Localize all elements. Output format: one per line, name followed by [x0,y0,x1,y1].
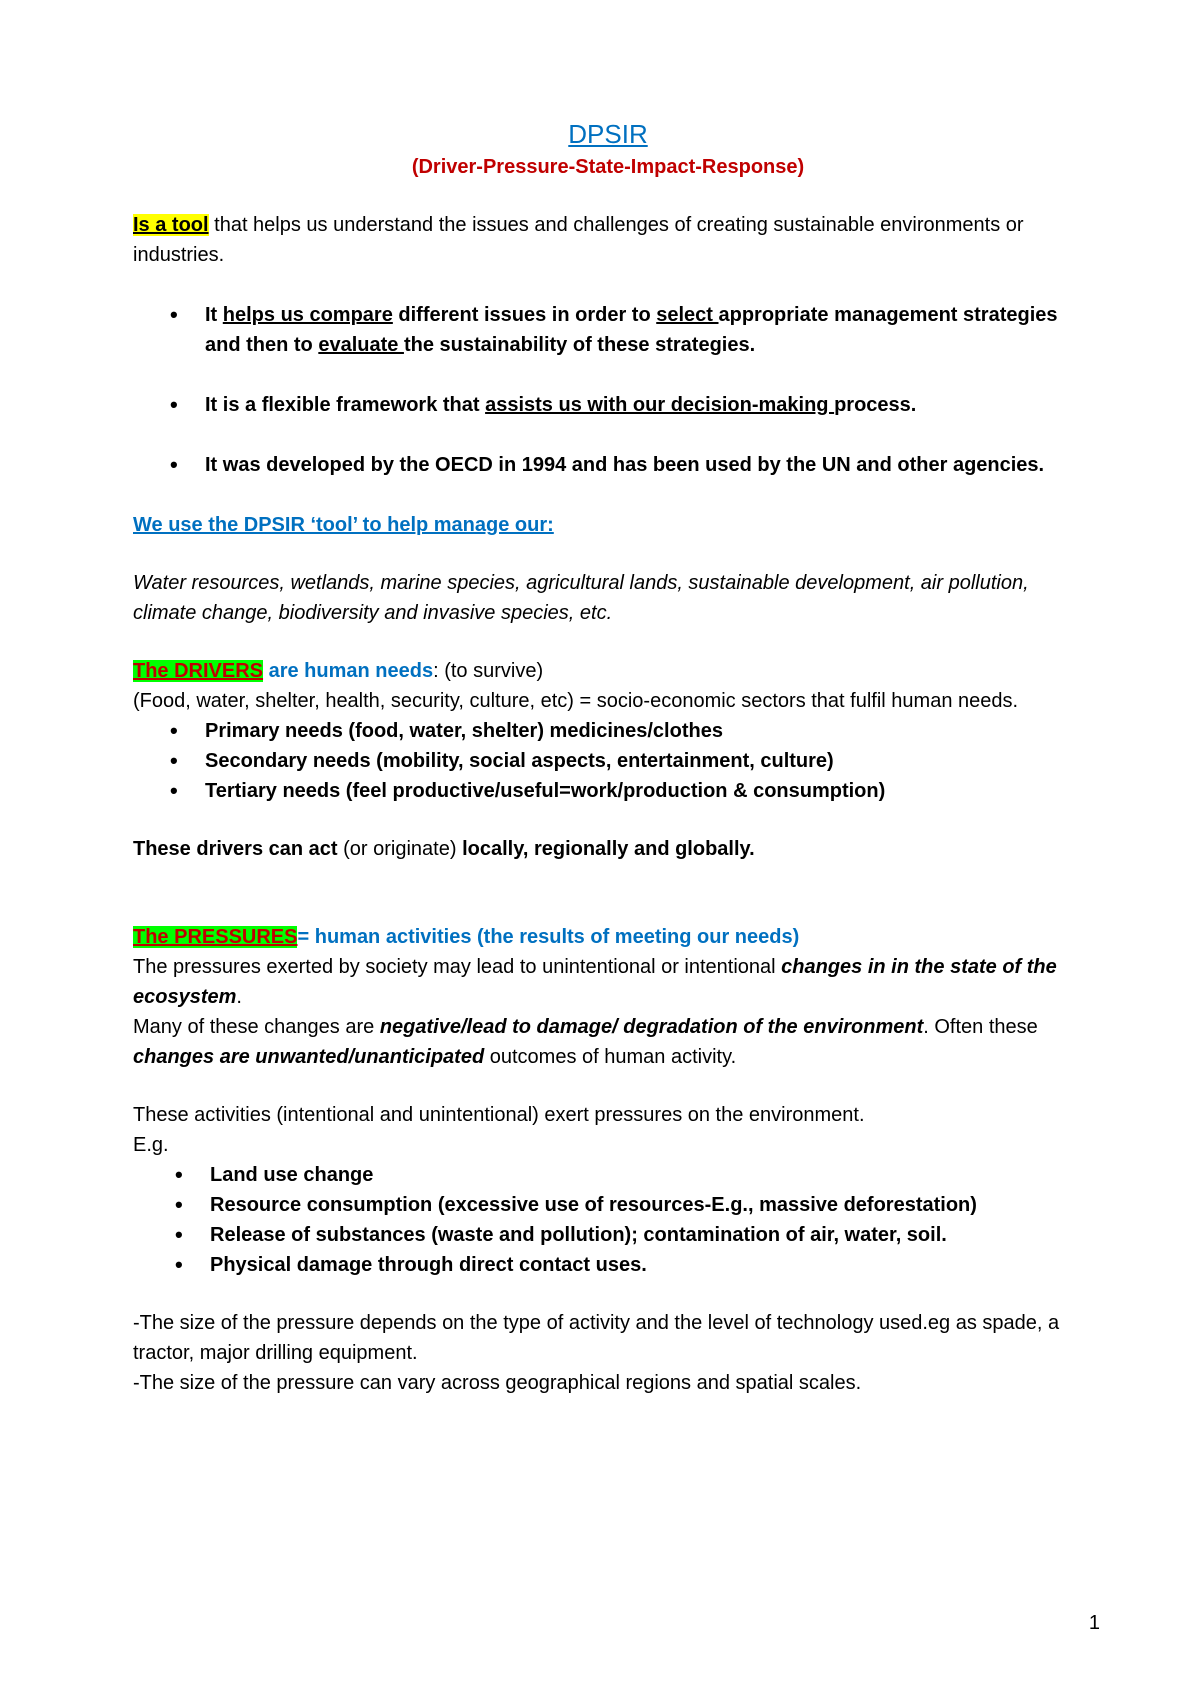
use-list-paragraph: Water resources, wetlands, marine species, agricultural lands, sustainable development, air pollution, climate change, biodiversity and invasive species, etc. [133,572,1029,624]
list-item: • Resource consumption (excessive use of resources-E.g., massive deforestation) [133,1190,1083,1220]
page-number: 1 [1088,1612,1100,1634]
pressures-paragraph-2: Many of these changes are negative/lead to damage/ degradation of the environment. Often these changes are unwanted/unanticipated outcomes of human activity. [133,1016,1038,1068]
drivers-description: (Food, water, shelter, health, security, culture, etc) = socio-economic sectors that fulfil human needs. [133,690,1019,712]
pressures-paragraph-3: These activities (intentional and unintentional) exert pressures on the environment. [133,1104,865,1126]
drivers-note: These drivers can act (or originate) locally, regionally and globally. [133,838,755,860]
pressures-heading: The PRESSURES= human activities (the results of meeting our needs) [133,926,800,948]
pressures-eg: E.g. [133,1134,169,1156]
list-item: • It was developed by the OECD in 1994 and has been used by the UN and other agencies. [133,450,1083,480]
list-item: • It helps us compare different issues in order to select appropriate management strategies and then to evaluate the sustainability of these strategies. [133,300,1083,360]
pressures-paragraph-1: The pressures exerted by society may lead to unintentional or intentional changes in in the state of the ecosystem. [133,956,1057,1008]
use-heading: We use the DPSIR ‘tool’ to help manage our: [133,514,554,536]
pressures-label: The PRESSURES [133,926,298,948]
intro-highlight: Is a tool [133,214,209,236]
drivers-label: The DRIVERS [133,660,264,682]
list-item: • Physical damage through direct contact uses. [133,1250,1083,1280]
list-item: • Land use change [133,1160,1083,1190]
list-item: • Release of substances (waste and pollution); contamination of air, water, soil. [133,1220,1083,1250]
pressure-size-note-2: -The size of the pressure can vary across geographical regions and spatial scales. [133,1372,862,1394]
tool-bullet-list [133,300,1083,480]
pressure-size-note-1: -The size of the pressure depends on the type of activity and the level of technology used.eg as spade, a tractor, major drilling equipment. [133,1312,1060,1364]
list-item: • It is a flexible framework that assists us with our decision-making process. [133,390,1083,420]
intro-paragraph [133,210,1083,270]
drivers-heading: The DRIVERS are human needs: (to survive) [133,660,544,682]
list-item: • Tertiary needs (feel productive/useful=work/production & consumption) [133,776,1083,806]
list-item: • Secondary needs (mobility, social aspects, entertainment, culture) [133,746,1083,776]
drivers-list [133,716,1083,806]
list-item: • Primary needs (food, water, shelter) medicines/clothes [133,716,1083,746]
document-title: DPSIR [568,119,648,149]
document-subtitle: (Driver-Pressure-State-Impact-Response) [411,156,805,178]
document-page [133,116,1083,1398]
pressures-list [133,1160,1083,1280]
intro-text: that helps us understand the issues and challenges of creating sustainable environments or industries. [133,214,1024,266]
